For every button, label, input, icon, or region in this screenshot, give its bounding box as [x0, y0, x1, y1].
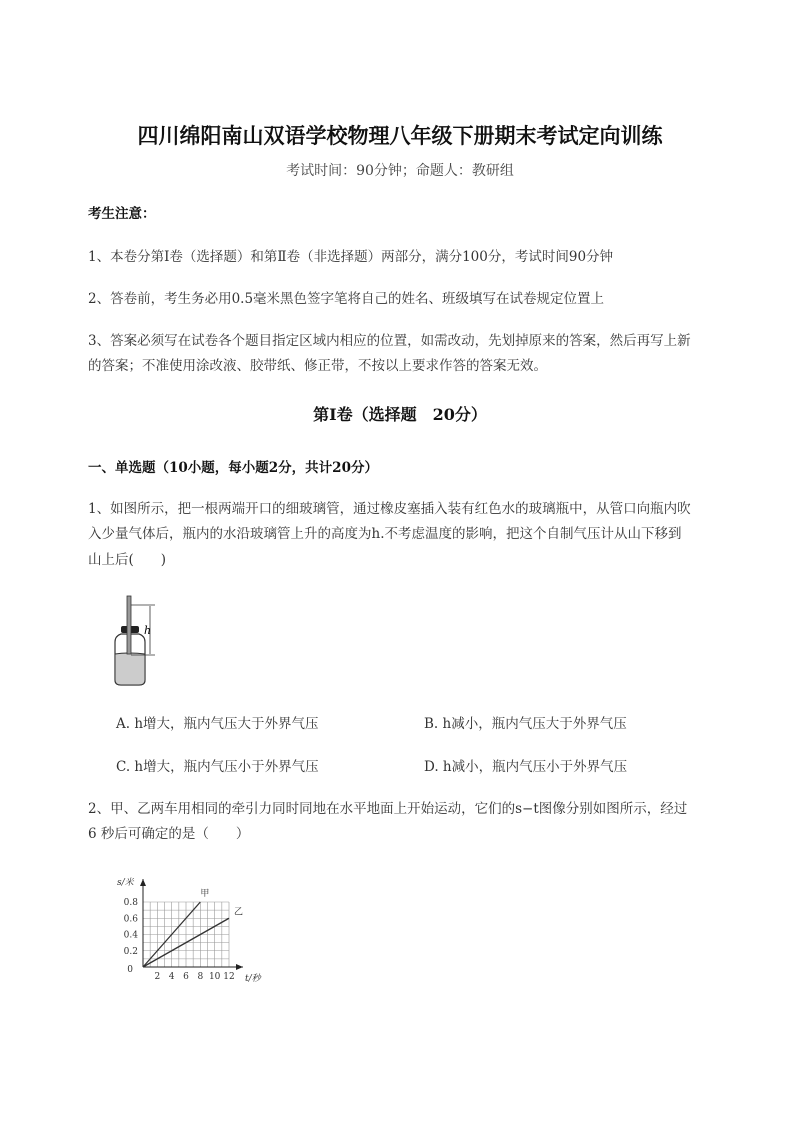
- question-text: 入少量气体后，瓶内的水沿玻璃管上升的高度为h.不考虑温度的影响，把这个自制气压计从山下移到: [88, 526, 682, 542]
- page-title: 四川绵阳南山双语学校物理八年级下册期末考试定向训练: [137, 123, 663, 148]
- question-text: 山上后( ): [88, 552, 167, 568]
- y-tick-label: 0.8: [123, 898, 138, 908]
- series-label: 甲: [200, 889, 210, 899]
- exam-info: 考试时间：90分钟；命题人：教研组: [286, 163, 514, 179]
- question-text: 1、如图所示，把一根两端开口的细玻璃管，通过橡皮塞插入装有红色水的玻璃瓶中，从管口向瓶内吹: [88, 501, 691, 517]
- option-b[interactable]: B. h减小，瓶内气压大于外界气压: [424, 716, 627, 732]
- y-axis-label: s/米: [117, 878, 134, 888]
- notice-item: 3、答案必须写在试卷各个题目指定区域内相应的位置，如需改动，先划掉原来的答案，然后再写上新: [88, 333, 691, 349]
- x-tick-label: 4: [168, 972, 175, 982]
- x-axis-arrow: [236, 964, 243, 970]
- question-text: 6 秒后可确定的是（ ）: [88, 826, 250, 842]
- height-label: h: [144, 624, 152, 637]
- barometer-figure: [95, 590, 175, 690]
- x-tick-label: 8: [197, 972, 204, 982]
- x-tick-label: 2: [154, 972, 161, 982]
- origin-label: 0: [127, 965, 133, 975]
- section-title: 第Ⅰ卷（选择题 20分）: [313, 405, 487, 424]
- x-tick-label: 6: [183, 972, 189, 982]
- series-label: 乙: [234, 907, 244, 918]
- y-tick-label: 0.6: [123, 914, 138, 925]
- option-c[interactable]: C. h增大，瓶内气压小于外界气压: [116, 759, 319, 775]
- part-heading: 一、单选题（10小题，每小题2分，共计20分）: [88, 460, 378, 476]
- option-a[interactable]: A. h增大，瓶内气压大于外界气压: [116, 716, 319, 732]
- x-tick-label: 12: [223, 972, 235, 982]
- question-text: 2、甲、乙两车用相同的牵引力同时同地在水平地面上开始运动，它们的s−t图像分别如图所示，经过: [88, 801, 688, 817]
- s-t-chart: [100, 870, 280, 990]
- y-tick-label: 0.4: [123, 930, 138, 941]
- notice-item: 的答案；不准使用涂改液、胶带纸、修正带，不按以上要求作答的答案无效。: [88, 358, 547, 374]
- notice-heading: 考生注意：: [88, 206, 156, 222]
- x-tick-label: 10: [208, 972, 221, 982]
- x-axis-label: t/秒: [245, 974, 261, 984]
- y-tick-label: 0.2: [123, 946, 138, 957]
- y-axis-arrow: [140, 879, 146, 886]
- option-d[interactable]: D. h减小，瓶内气压小于外界气压: [424, 759, 628, 775]
- notice-item: 1、本卷分第Ⅰ卷（选择题）和第Ⅱ卷（非选择题）两部分，满分100分，考试时间90分钟: [88, 249, 614, 265]
- notice-item: 2、答卷前，考生务必用0.5毫米黑色签字笔将自己的姓名、班级填写在试卷规定位置上: [88, 291, 605, 307]
